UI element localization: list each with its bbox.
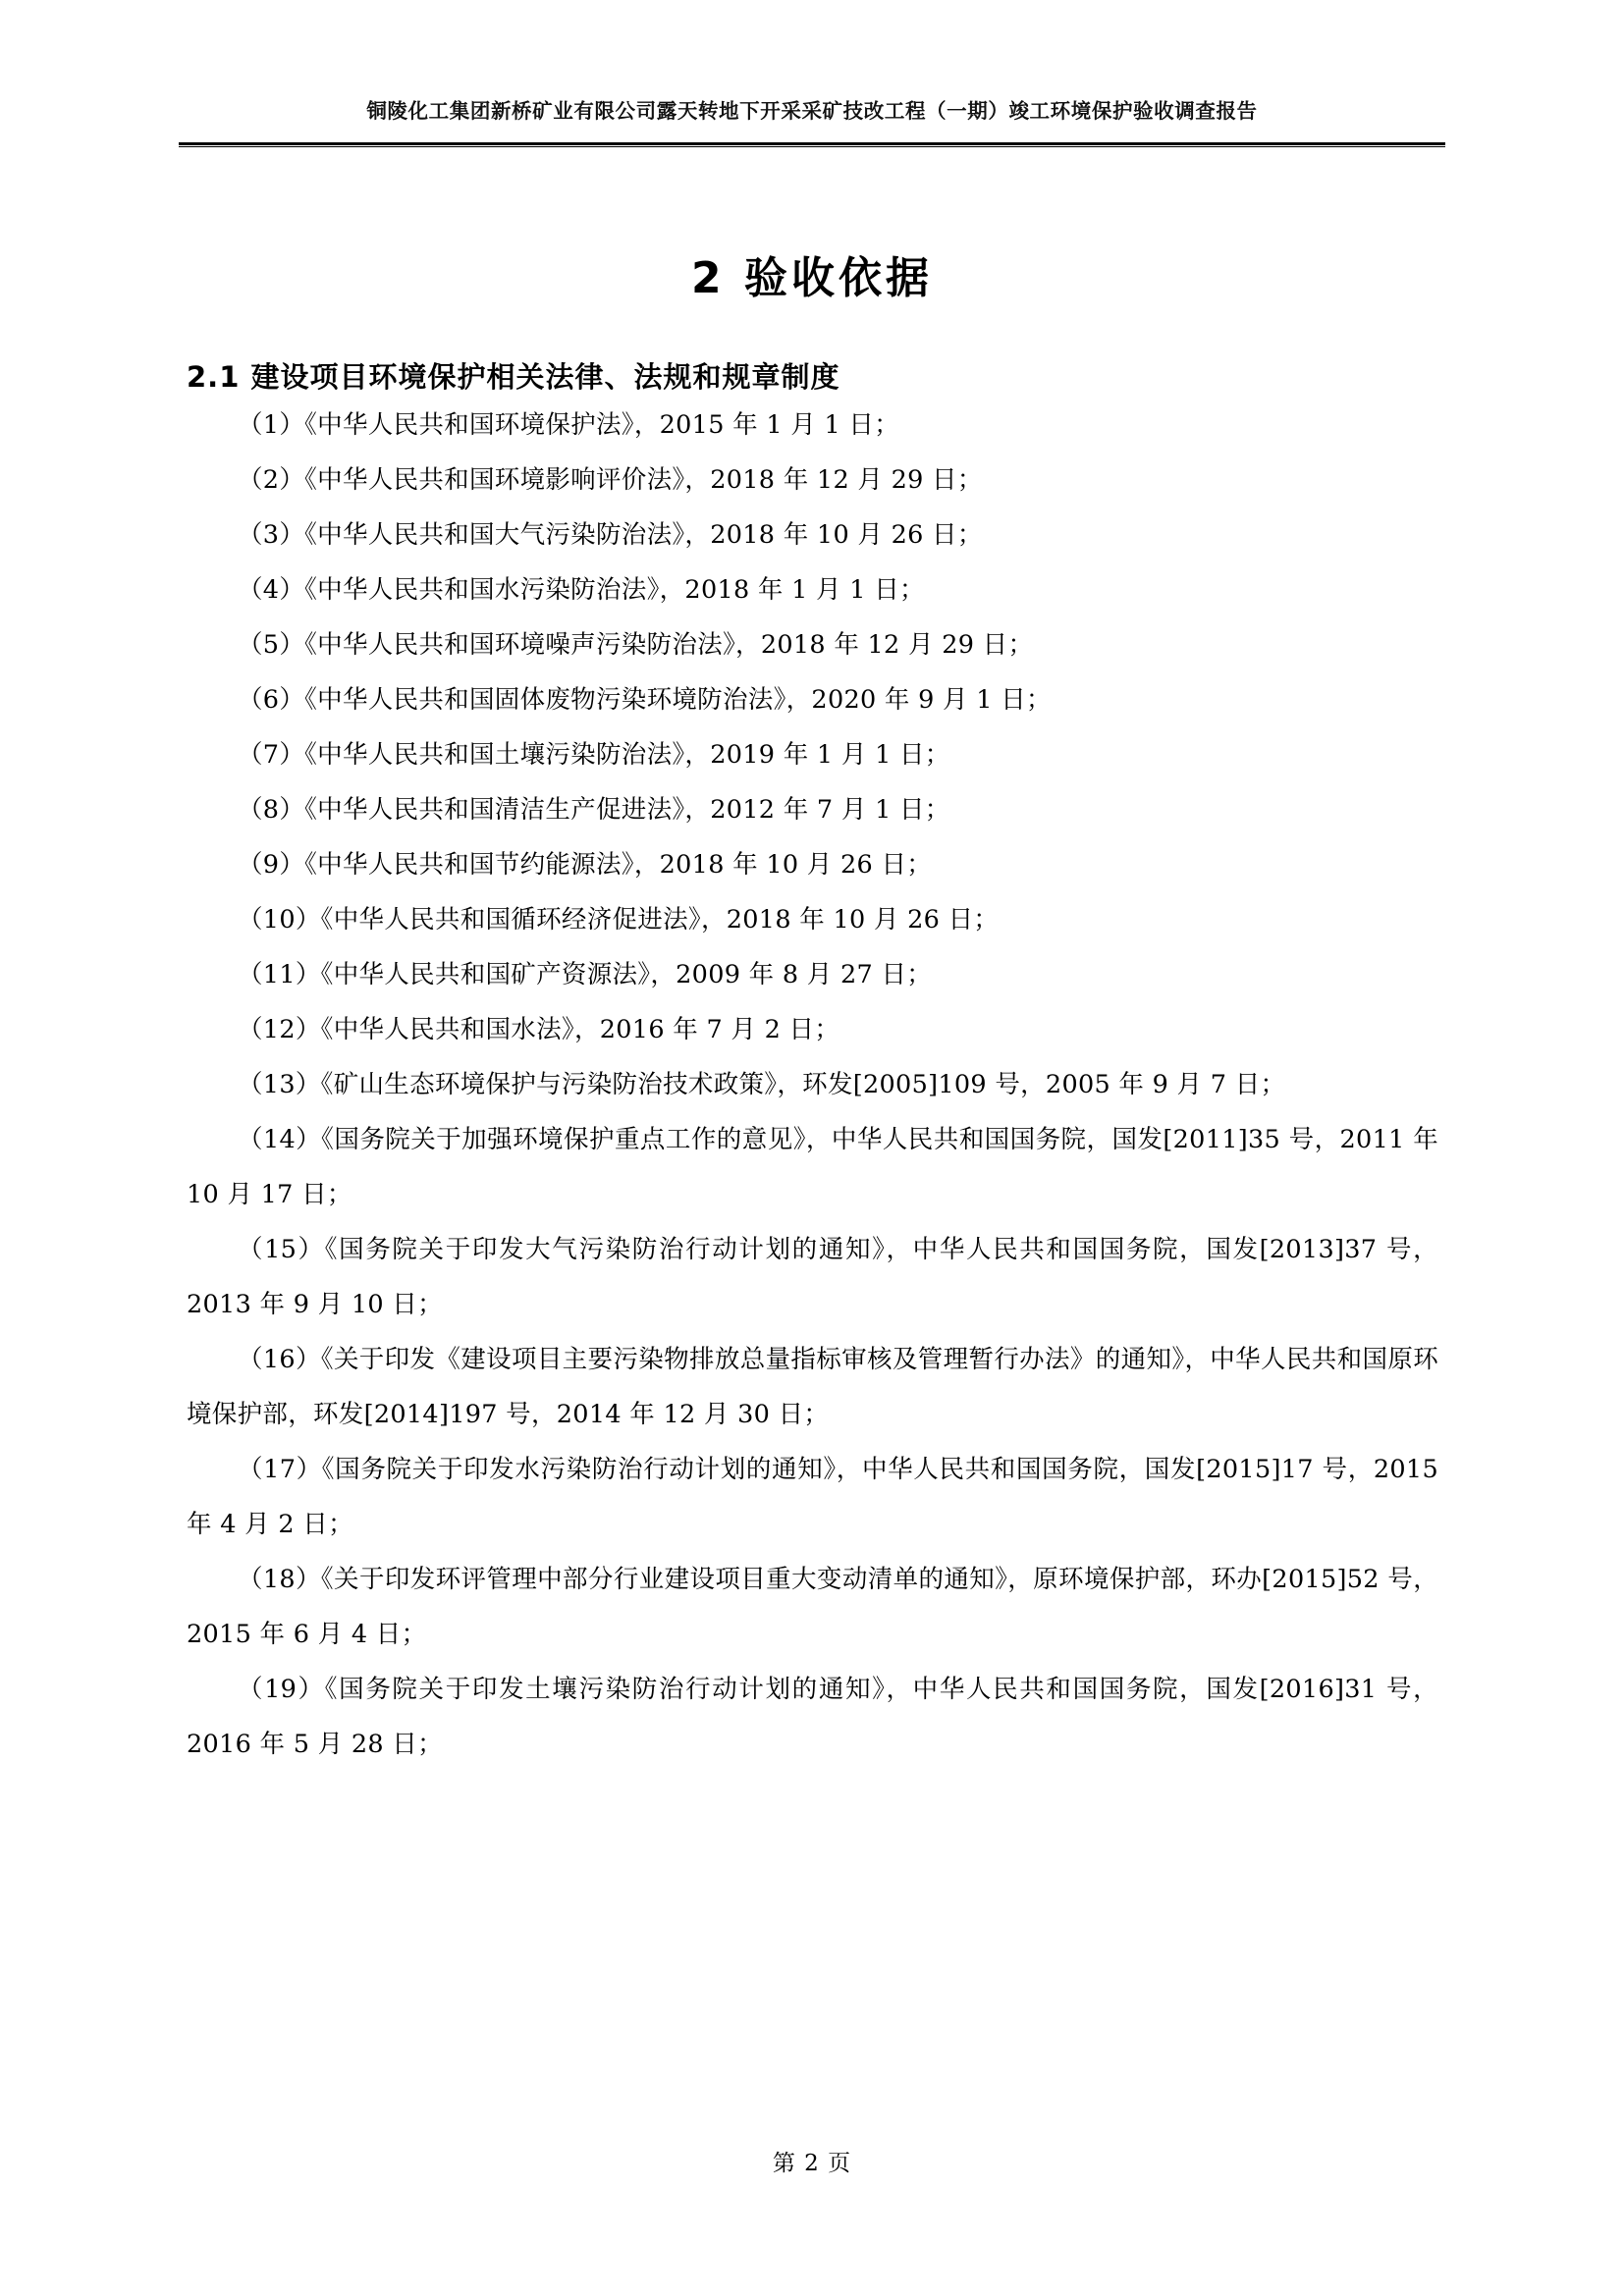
clause-list <box>187 398 1438 1772</box>
header-divider <box>179 142 1445 147</box>
list-item: （3）《中华人民共和国大气污染防治法》，2018 年 10 月 26 日； <box>238 520 983 550</box>
list-item: （17）《国务院关于印发水污染防治行动计划的通知》，中华人民共和国国务院，国发[2015]17 号，2015 年 4 月 2 日； <box>187 1455 1438 1539</box>
list-item: （1）《中华人民共和国环境保护法》，2015 年 1 月 1 日； <box>238 410 899 440</box>
list-item: （11）《中华人民共和国矿产资源法》，2009 年 8 月 27 日； <box>238 960 933 989</box>
list-item: （10）《中华人民共和国循环经济促进法》，2018 年 10 月 26 日； <box>238 905 1000 934</box>
list-item: （16）《关于印发《建设项目主要污染物排放总量指标审核及管理暂行办法》的通知》，中华人民共和国原环境保护部，环发[2014]197 号，2014 年 12 月 30 日； <box>187 1345 1438 1429</box>
list-item: （14）《国务院关于加强环境保护重点工作的意见》，中华人民共和国国务院，国发[2011]35 号，2011 年 10 月 17 日； <box>187 1125 1438 1209</box>
list-item: （6）《中华人民共和国固体废物污染环境防治法》，2020 年 9 月 1 日； <box>238 685 1052 715</box>
list-item: （19）《国务院关于印发土壤污染防治行动计划的通知》，中华人民共和国国务院，国发[2016]31 号，2016 年 5 月 28 日； <box>187 1675 1438 1759</box>
list-item: （8）《中华人民共和国清洁生产促进法》，2012 年 7 月 1 日； <box>238 795 950 825</box>
list-item: （7）《中华人民共和国土壤污染防治法》，2019 年 1 月 1 日； <box>238 740 950 770</box>
chapter-title: 2 验收依据 <box>691 253 933 304</box>
list-item: （15）《国务院关于印发大气污染防治行动计划的通知》，中华人民共和国国务院，国发[2013]37 号，2013 年 9 月 10 日； <box>187 1235 1438 1319</box>
running-header: 铜陵化工集团新桥矿业有限公司露天转地下开采采矿技改工程（一期）竣工环境保护验收调查报告 <box>366 99 1258 123</box>
list-item: （9）《中华人民共和国节约能源法》，2018 年 10 月 26 日； <box>238 850 933 880</box>
list-item: （18）《关于印发环评管理中部分行业建设项目重大变动清单的通知》，原环境保护部，环办[2015]52 号，2015 年 6 月 4 日； <box>187 1565 1438 1649</box>
list-item: （13）《矿山生态环境保护与污染防治技术政策》，环发[2005]109 号，2005 年 9 月 7 日； <box>238 1070 1286 1099</box>
list-item: （12）《中华人民共和国水法》，2016 年 7 月 2 日； <box>238 1015 840 1044</box>
list-item: （2）《中华人民共和国环境影响评价法》，2018 年 12 月 29 日； <box>238 465 983 495</box>
list-item: （4）《中华人民共和国水污染防治法》，2018 年 1 月 1 日； <box>238 575 925 605</box>
page-number: 第 2 页 <box>772 2151 852 2176</box>
section-title: 2.1 建设项目环境保护相关法律、法规和规章制度 <box>187 360 840 395</box>
list-item: （5）《中华人民共和国环境噪声污染防治法》，2018 年 12 月 29 日； <box>238 630 1034 660</box>
